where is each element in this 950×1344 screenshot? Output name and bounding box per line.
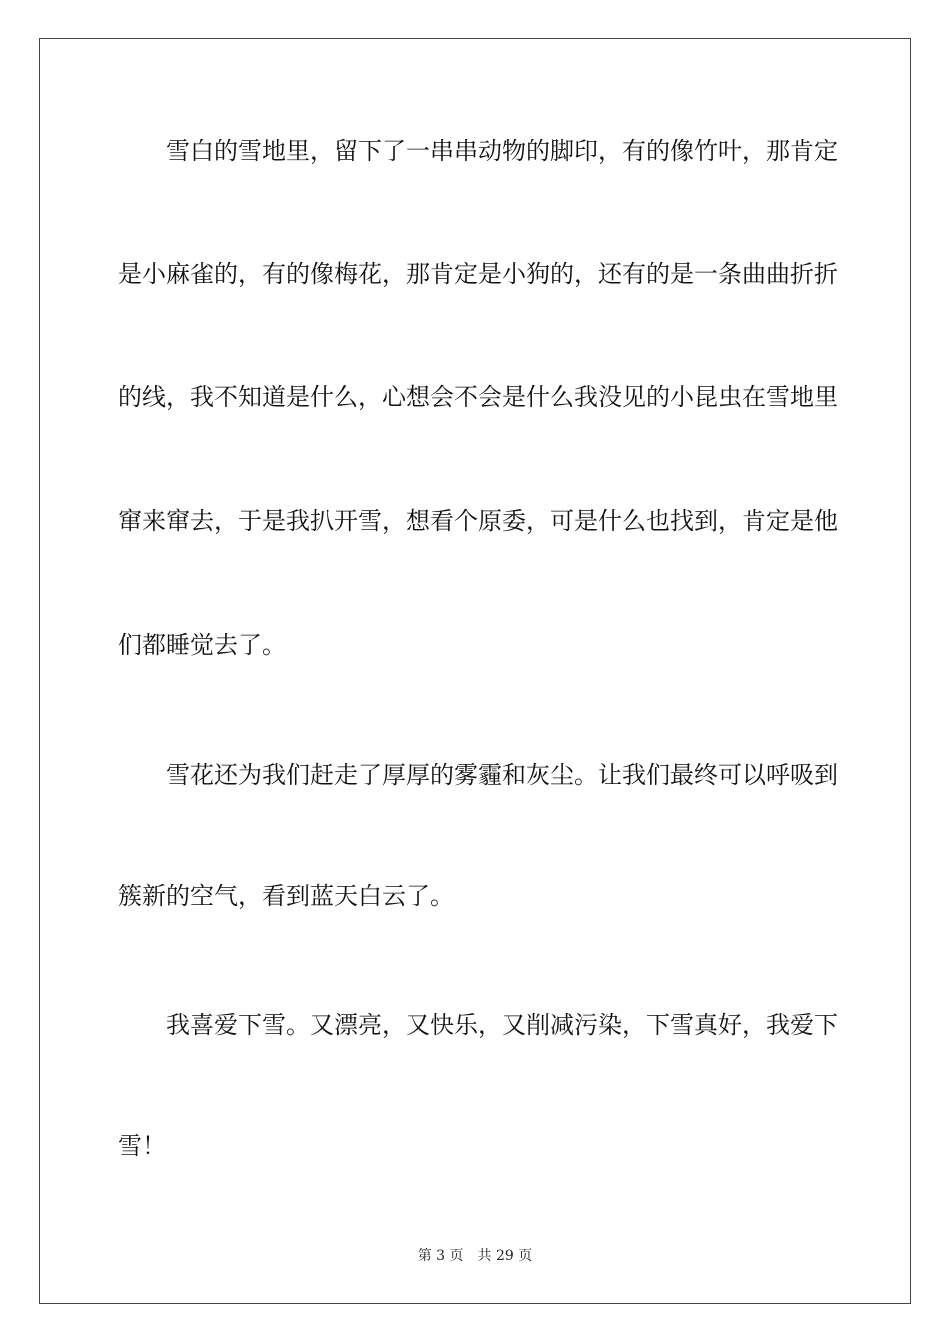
total-pages: 共 29 页: [477, 1248, 533, 1264]
page-number: 第 3 页: [417, 1248, 464, 1264]
paragraph-1-line-4: 窜来窜去，于是我扒开雪，想看个原委，可是什么也找到，肯定是他: [118, 507, 838, 535]
paragraph-2-line-1: 雪花还为我们赶走了厚厚的雾霾和灰尘。让我们最终可以呼吸到: [166, 761, 838, 789]
paragraph-3-line-1: 我喜爱下雪。又漂亮，又快乐，又削减污染，下雪真好，我爱下: [166, 1011, 838, 1039]
page-footer: [0, 1246, 950, 1266]
paragraph-1-line-5: 们都睡觉去了。: [118, 631, 286, 659]
paragraph-1-line-1: 雪白的雪地里，留下了一串串动物的脚印，有的像竹叶，那肯定: [166, 137, 838, 165]
paragraph-3-line-2: 雪！: [118, 1132, 166, 1160]
page-border: [39, 38, 911, 1304]
paragraph-1-line-3: 的线，我不知道是什么，心想会不会是什么我没见的小昆虫在雪地里: [118, 383, 838, 411]
paragraph-2-line-2: 簇新的空气，看到蓝天白云了。: [118, 882, 454, 910]
paragraph-1-line-2: 是小麻雀的，有的像梅花，那肯定是小狗的，还有的是一条曲曲折折: [118, 260, 838, 288]
